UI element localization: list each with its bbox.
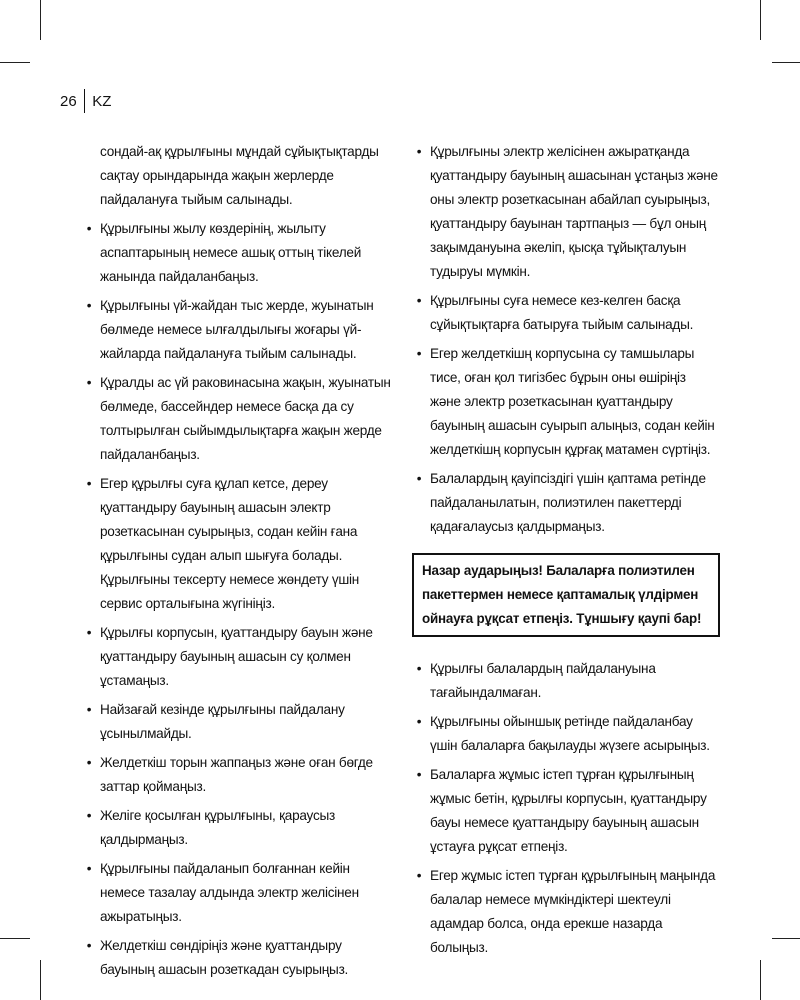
bullet-icon: • — [86, 375, 92, 390]
list-item — [82, 217, 397, 289]
list-item-text: Құралды ас үй раковинасына жақын, жуынатын бөлмеде, бассейндер немесе басқа да су толтырылған сыйымдылықтарға жақын жерде пайдаланбаңыз. — [100, 375, 391, 462]
crop-mark — [40, 960, 41, 1000]
list-item-text: Құрылғыны пайдаланып болғаннан кейін немесе тазалау алдында электр желісінен ажыратыңыз. — [100, 861, 359, 924]
list-item-text: Егер құрылғы суға құлап кетсе, дереу қуаттандыру бауының ашасын электр розеткасынан суырыңыз, содан кейін ғана құрылғыны судан алып шығуға болады. Құрылғыны тексерту немесе жөндету үшін сервис орталығына жүгініңіз. — [100, 476, 360, 611]
list-item — [412, 140, 720, 284]
list-item — [82, 621, 397, 693]
list-item — [82, 751, 397, 799]
list-item — [82, 804, 397, 852]
list-item-text: Желдеткіш торын жаппаңыз және оған бөгде заттар қоймаңыз. — [100, 755, 373, 794]
bullet-icon: • — [86, 938, 92, 953]
bullet-icon: • — [86, 625, 92, 640]
list-item — [412, 289, 720, 337]
list-item-text: Желіге қосылған құрылғыны, қараусыз қалдырмаңыз. — [100, 808, 335, 847]
list-item — [82, 294, 397, 366]
list-item — [82, 934, 397, 982]
left-column — [82, 140, 397, 987]
bullet-icon: • — [86, 702, 92, 717]
list-item — [412, 342, 720, 462]
list-item — [412, 864, 720, 960]
list-item-text: Құрылғыны электр желісінен ажыратқанда қуаттандыру бауының ашасынан ұстаңыз және оны электр розеткасынан абайлап суырыңыз, қуаттандыру бауынан тартпаңыз — бұл оның зақымдануына әкеліп, қысқа тұйықталуын тудыруы мүмкін. — [430, 144, 718, 279]
crop-mark — [0, 938, 30, 939]
crop-mark — [0, 62, 30, 63]
list-item-text: Егер желдеткішң корпусына су тамшылары тисе, оған қол тигізбес бұрын оны өшіріңіз және электр розеткасынан қуаттандыру бауының ашасын суырып алыңыз, содан кейін желдеткішң корпусын құрғақ матамен сүртіңіз. — [430, 346, 715, 457]
language-code: KZ — [92, 92, 112, 110]
list-item-text: Құрылғыны ойыншық ретінде пайдаланбау үшін балаларға бақылауды жүзеге асырыңыз. — [430, 714, 710, 753]
list-item — [82, 698, 397, 746]
list-item — [82, 857, 397, 929]
list-item-text: Құрылғы балалардың пайдалануына тағайындалмаған. — [430, 661, 656, 700]
list-item — [412, 710, 720, 758]
bullet-icon: • — [416, 293, 422, 308]
bullet-icon: • — [86, 221, 92, 236]
bullet-icon: • — [416, 471, 422, 486]
list-item-text: Құрылғыны суға немесе кез-келген басқа сұйықтықтарға батыруға тыйым салынады. — [430, 293, 694, 332]
crop-mark — [772, 62, 800, 63]
list-item-text: Найзағай кезінде құрылғыны пайдалану ұсынылмайды. — [100, 702, 345, 741]
bullet-icon: • — [86, 298, 92, 313]
bullet-icon: • — [86, 861, 92, 876]
list-item — [412, 657, 720, 705]
list-item — [82, 371, 397, 467]
list-item-text: Егер жұмыс істеп тұрған құрылғының маңында балалар немесе мүмкіндіктері шектеулі адамдар болса, онда ерекше назарда болыңыз. — [430, 868, 716, 955]
list-item-text: Құрылғыны үй-жайдан тыс жерде, жуынатын бөлмеде немесе ылғалдылығы жоғары үй-жайларда пайдалануға тыйым салынады. — [100, 298, 374, 361]
bullet-icon: • — [416, 767, 422, 782]
list-item — [412, 467, 720, 539]
bullet-icon: • — [416, 868, 422, 883]
crop-mark — [760, 960, 761, 1000]
right-column — [412, 140, 720, 965]
list-item-text: Балаларға жұмыс істеп тұрған құрылғының жұмыс бетін, құрылғы корпусын, қуаттандыру бауы немесе қуаттандыру бауының ашасын ұстауға рұқсат етпеңіз. — [430, 767, 707, 854]
bullet-icon: • — [416, 661, 422, 676]
bullet-icon: • — [416, 144, 422, 159]
bullet-icon: • — [416, 346, 422, 361]
bullet-icon: • — [86, 476, 92, 491]
list-item-text: Құрылғыны жылу көздерінің, жылыту аспаптарының немесе ашық оттың тікелей жанында пайдаланбаңыз. — [100, 221, 362, 284]
crop-mark — [760, 0, 761, 40]
bullet-icon: • — [86, 808, 92, 823]
page-number: 26 — [60, 92, 77, 110]
bullet-icon: • — [86, 755, 92, 770]
continued-paragraph: сондай-ақ құрылғыны мұндай сұйықтықтарды сақтау орындарында жақын жерлерде пайдалануға тыйым салынады. — [100, 144, 379, 207]
bullet-icon: • — [416, 714, 422, 729]
page-header — [60, 88, 111, 114]
list-item — [412, 763, 720, 859]
list-item-text: Балалардың қауіпсіздігі үшін қаптама ретінде пайдаланылатын, полиэтилен пакеттерді қадағалаусыз қалдырмаңыз. — [430, 471, 706, 534]
list-item-text: Құрылғы корпусын, қуаттандыру бауын және қуаттандыру бауының ашасын су қолмен ұстамаңыз. — [100, 625, 373, 688]
warning-box: Назар аударыңыз! Балаларға полиэтилен пакеттермен немесе қаптамалық үлдірмен ойнауға рұқсат етпеңіз. Тұншығу қаупі бар! — [412, 553, 720, 637]
crop-mark — [772, 938, 800, 939]
crop-mark — [40, 0, 41, 40]
list-item-text: Желдеткіш сөндіріңіз және қуаттандыру бауының ашасын розеткадан суырыңыз. — [100, 938, 349, 977]
list-item — [82, 472, 397, 616]
